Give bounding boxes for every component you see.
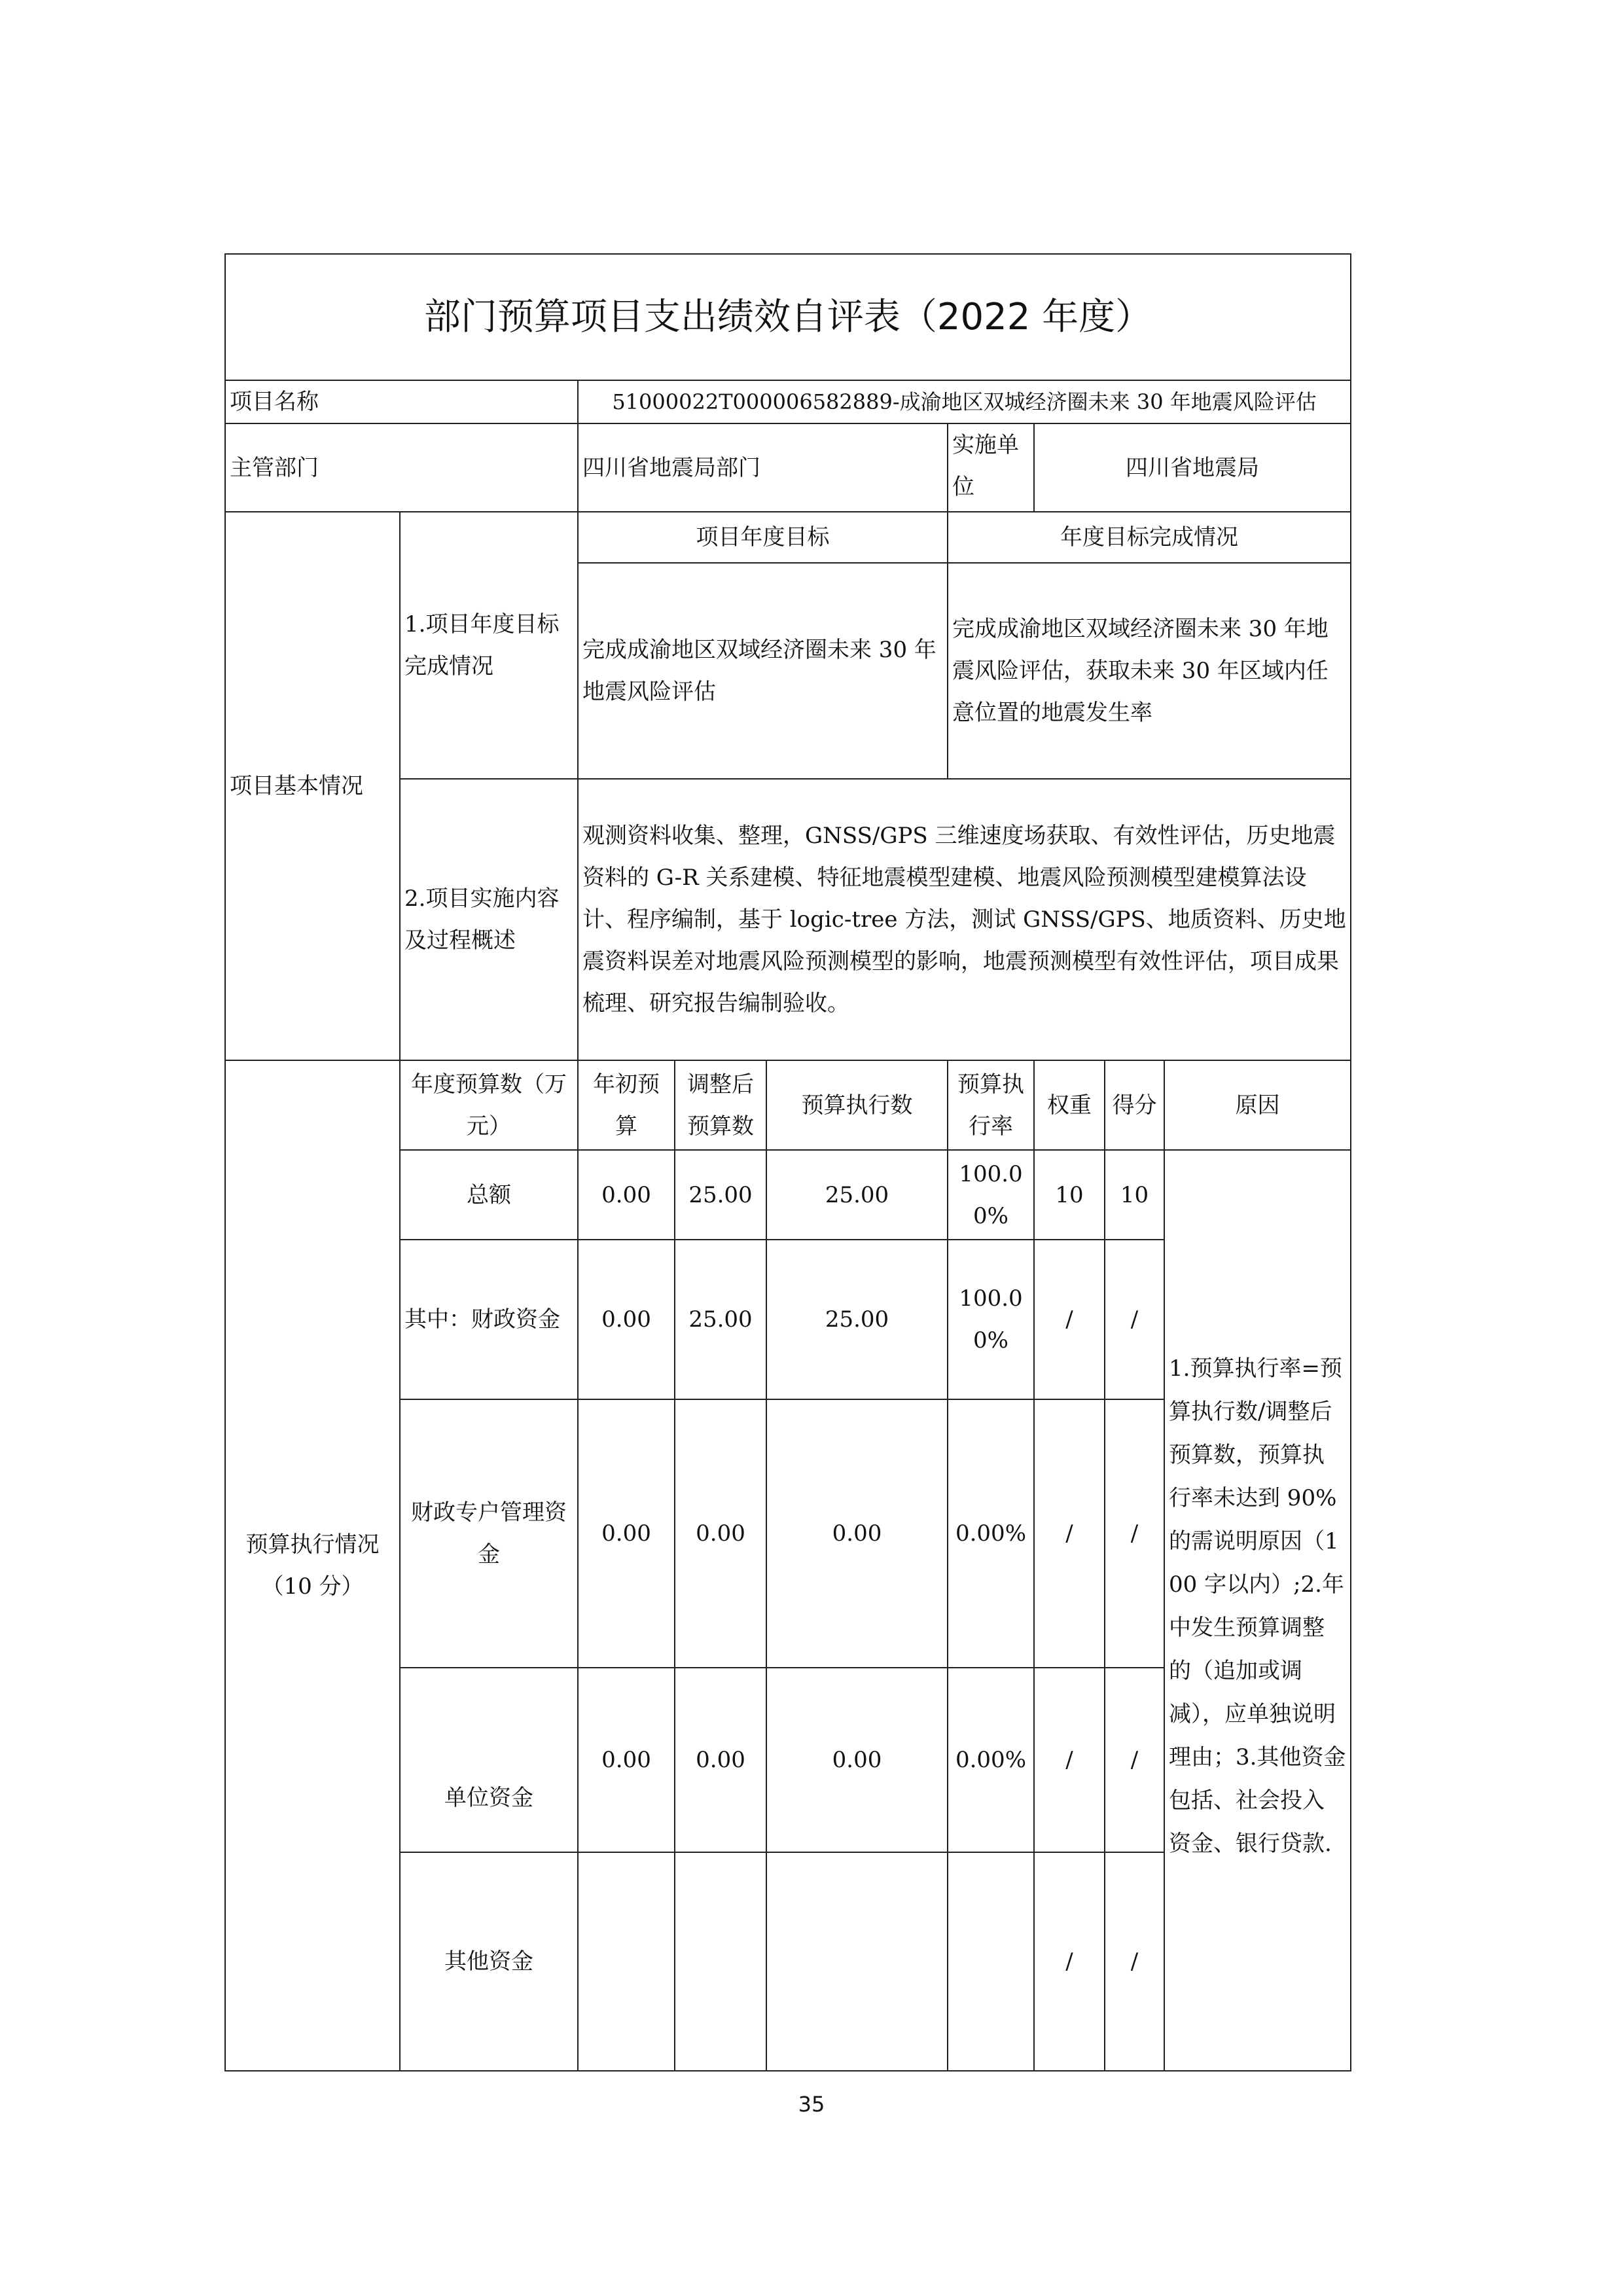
rate-value xyxy=(948,1852,1034,2071)
adjusted-value: 25.00 xyxy=(675,1150,766,1240)
weight-value: 10 xyxy=(1034,1150,1105,1240)
budget-execution-label: 预算执行情况（10 分） xyxy=(225,1060,400,2071)
page-number: 35 xyxy=(798,2092,825,2117)
executed-value xyxy=(766,1852,948,2071)
impl-unit-label: 实施单位 xyxy=(948,423,1034,512)
adjusted-value: 25.00 xyxy=(675,1240,766,1399)
goal-completion-label: 1.项目年度目标完成情况 xyxy=(400,512,578,779)
project-name-label: 项目名称 xyxy=(225,380,578,423)
rate-value: 100.00% xyxy=(948,1150,1034,1240)
weight-value: / xyxy=(1034,1240,1105,1399)
executed-value: 25.00 xyxy=(766,1240,948,1399)
header-annual-budget: 年度预算数（万元） xyxy=(400,1060,578,1150)
rate-value: 0.00% xyxy=(948,1399,1034,1668)
header-adjusted-budget: 调整后预算数 xyxy=(675,1060,766,1150)
adjusted-value: 0.00 xyxy=(675,1399,766,1668)
score-value: 10 xyxy=(1105,1150,1164,1240)
adjusted-value: 0.00 xyxy=(675,1668,766,1852)
weight-value: / xyxy=(1034,1668,1105,1852)
initial-value: 0.00 xyxy=(578,1399,675,1668)
executed-value: 0.00 xyxy=(766,1399,948,1668)
weight-value: / xyxy=(1034,1399,1105,1668)
initial-value: 0.00 xyxy=(578,1150,675,1240)
header-reason: 原因 xyxy=(1164,1060,1351,1150)
initial-value: 0.00 xyxy=(578,1668,675,1852)
executed-value: 0.00 xyxy=(766,1668,948,1852)
rate-value: 100.00% xyxy=(948,1240,1034,1399)
header-initial-budget: 年初预算 xyxy=(578,1060,675,1150)
goal-status-header: 年度目标完成情况 xyxy=(948,512,1351,563)
annual-goal-header: 项目年度目标 xyxy=(578,512,948,563)
rate-value: 0.00% xyxy=(948,1668,1034,1852)
annual-goal-text: 完成成渝地区双域经济圈未来 30 年地震风险评估 xyxy=(578,563,948,779)
score-value: / xyxy=(1105,1852,1164,2071)
score-value: / xyxy=(1105,1399,1164,1668)
initial-value: 0.00 xyxy=(578,1240,675,1399)
dept-label: 主管部门 xyxy=(225,423,578,512)
header-executed-budget: 预算执行数 xyxy=(766,1060,948,1150)
project-name-value: 51000022T000006582889-成渝地区双城经济圈未来 30 年地震风险评估 xyxy=(578,380,1351,423)
header-execution-rate: 预算执行率 xyxy=(948,1060,1034,1150)
score-value: / xyxy=(1105,1240,1164,1399)
executed-value: 25.00 xyxy=(766,1150,948,1240)
row-label: 总额 xyxy=(400,1150,578,1240)
table-title: 部门预算项目支出绩效自评表（2022 年度） xyxy=(225,254,1351,380)
score-value: / xyxy=(1105,1668,1164,1852)
initial-value xyxy=(578,1852,675,2071)
row-label: 财政专户管理资金 xyxy=(400,1399,578,1668)
dept-value: 四川省地震局部门 xyxy=(578,423,948,512)
header-weight: 权重 xyxy=(1034,1060,1105,1150)
row-label: 其中：财政资金 xyxy=(400,1240,578,1399)
performance-evaluation-table xyxy=(224,253,1351,2072)
implementation-content-text: 观测资料收集、整理，GNSS/GPS 三维速度场获取、有效性评估，历史地震资料的 G-R 关系建模、特征地震模型建模、地震风险预测模型建模算法设计、程序编制，基于 logic-tree 方法，测试 GNSS/GPS、地质资料、历史地震资料误差对地震风险预测模型的影响，地震预测模型有效性评估，项目成果梳理、研究报告编制验收。 xyxy=(578,779,1351,1060)
weight-value: / xyxy=(1034,1852,1105,2071)
adjusted-value xyxy=(675,1852,766,2071)
row-label: 其他资金 xyxy=(400,1852,578,2071)
goal-status-text: 完成成渝地区双域经济圈未来 30 年地震风险评估，获取未来 30 年区域内任意位置的地震发生率 xyxy=(948,563,1351,779)
header-score: 得分 xyxy=(1105,1060,1164,1150)
row-label: 单位资金 xyxy=(400,1668,578,1852)
basic-info-label: 项目基本情况 xyxy=(225,512,400,1060)
impl-unit-value: 四川省地震局 xyxy=(1034,423,1351,512)
reason-text: 1.预算执行率=预算执行数/调整后预算数，预算执行率未达到 90%的需说明原因（100 字以内）;2.年中发生预算调整的（追加或调减），应单独说明理由；3.其他资金包括、社会投入资金、银行贷款. xyxy=(1164,1150,1351,2071)
implementation-content-label: 2.项目实施内容及过程概述 xyxy=(400,779,578,1060)
